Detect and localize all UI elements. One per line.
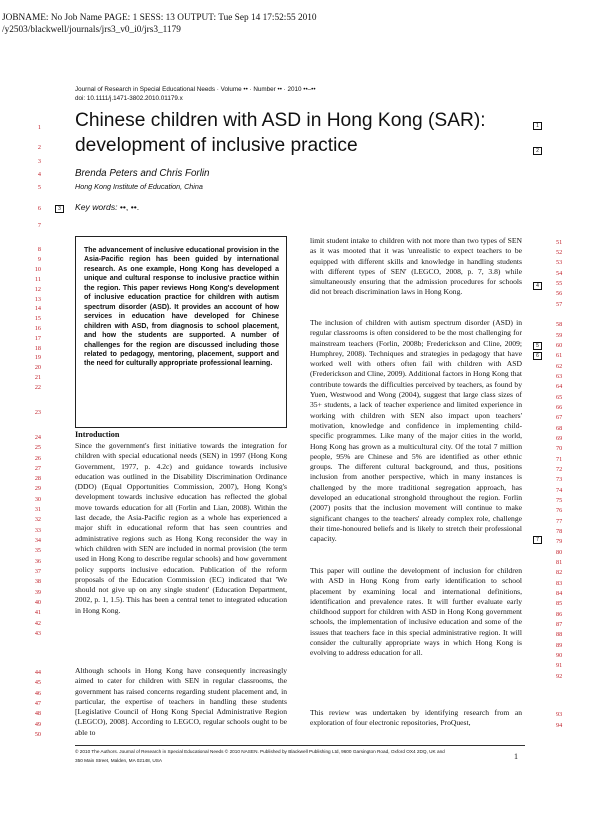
line-number: 53 xyxy=(556,259,563,266)
doi: doi: 10.1111/j.1471-3802.2010.01179.x xyxy=(75,95,183,102)
line-number: 11 xyxy=(35,276,41,283)
line-number: 39 xyxy=(34,589,41,596)
line-number: 12 xyxy=(34,286,41,293)
body-paragraph: limit student intake to children with not more than two types of SEN as it was mooted that it was 'unrealistic to expect teachers to be equipped with different skills and knowledge in handling students with different types of SEN' (LEGCO, 2008, p. 7, 3.8) while simultaneously ensuring that the admission procedures for schools did not breach discrimination laws in Hong Kong. xyxy=(310,236,522,297)
line-number: 83 xyxy=(556,580,563,587)
line-number: 26 xyxy=(34,455,41,462)
line-number: 71 xyxy=(556,456,563,463)
line-number: 7 xyxy=(37,222,41,229)
print-slug-line-2: /y2503/blackwell/journals/jrs3_v0_i0/jrs3_1179 xyxy=(2,25,181,35)
line-number: 5 xyxy=(37,184,41,191)
keywords xyxy=(75,202,139,212)
line-number: 77 xyxy=(556,518,563,525)
line-number: 89 xyxy=(556,642,563,649)
query-marker: 3 xyxy=(55,205,64,213)
line-number: 18 xyxy=(34,345,41,352)
line-number: 44 xyxy=(34,669,41,676)
line-number: 66 xyxy=(556,404,563,411)
line-number: 60 xyxy=(556,342,563,349)
line-number: 1 xyxy=(37,124,41,131)
query-marker: 2 xyxy=(533,147,542,155)
query-marker: 5 xyxy=(533,342,542,350)
line-number: 42 xyxy=(34,620,41,627)
line-number: 80 xyxy=(556,549,563,556)
line-number: 4 xyxy=(37,171,41,178)
line-number: 62 xyxy=(556,363,563,370)
line-number: 32 xyxy=(34,516,41,523)
line-number: 30 xyxy=(34,496,41,503)
article-authors: Brenda Peters and Chris Forlin xyxy=(75,168,210,179)
line-number: 93 xyxy=(556,711,563,718)
line-number: 51 xyxy=(556,239,563,246)
line-number: 82 xyxy=(556,569,563,576)
line-number: 15 xyxy=(34,315,41,322)
copyright-footer xyxy=(75,748,505,765)
line-number: 65 xyxy=(556,394,563,401)
line-number: 50 xyxy=(34,731,41,738)
line-number: 45 xyxy=(34,679,41,686)
line-number: 64 xyxy=(556,383,563,390)
line-number: 19 xyxy=(34,354,41,361)
line-number: 23 xyxy=(34,409,41,416)
line-number: 49 xyxy=(34,721,41,728)
line-number: 8 xyxy=(37,246,41,253)
print-slug-line-1: JOBNAME: No Job Name PAGE: 1 SESS: 13 OUTPUT: Tue Sep 14 17:52:55 2010 xyxy=(2,13,317,23)
line-number: 25 xyxy=(34,444,41,451)
line-number: 27 xyxy=(34,465,41,472)
line-number: 92 xyxy=(556,673,563,680)
line-number: 36 xyxy=(34,558,41,565)
line-number: 35 xyxy=(34,547,41,554)
line-number: 34 xyxy=(34,537,41,544)
line-number: 16 xyxy=(34,325,41,332)
line-number: 52 xyxy=(556,249,563,256)
line-number: 79 xyxy=(556,538,563,545)
line-number: 21 xyxy=(34,374,41,381)
line-number: 55 xyxy=(556,280,563,287)
line-number: 14 xyxy=(34,305,41,312)
line-number: 74 xyxy=(556,487,563,494)
line-number: 78 xyxy=(556,528,563,535)
line-number: 20 xyxy=(34,364,41,371)
abstract-box xyxy=(75,236,287,428)
line-number: 85 xyxy=(556,600,563,607)
line-number: 75 xyxy=(556,497,563,504)
line-number: 81 xyxy=(556,559,563,566)
copyright-line-2: 350 Main Street, Malden, MA 02148, USA xyxy=(75,757,163,763)
abstract-text: The advancement of inclusive educational provision in the Asia-Pacific region has been guided by international research. As one example, Hong Kong has developed a unique and cultural response to inclusive practice within the region. This paper reviews Hong Kong's development of inclusive education practice for children with autism spectrum disorder (ASD). It provides an account of how services in education have developed for Chinese children with ASD, from diagnosis to school placement, and how the students are supported. A number of challenges for the region are discussed including those related to pedagogy, mentoring, placement, support and the need for culturally appropriate professional learning. xyxy=(84,247,279,368)
body-paragraph: Although schools in Hong Kong have consequently increasingly aimed to cater for children with SEN in regular classrooms, the government has raised concerns regarding student placement and, in particular, the expertise of teachers in handling these students [Legislative Council of Hong Kong Special Administrative Region (LEGCO), 2008]. According to LEGCO, regular schools ought to be able to xyxy=(75,666,287,737)
query-marker: 6 xyxy=(533,352,542,360)
line-number: 86 xyxy=(556,611,563,618)
body-paragraph: Since the government's first initiative towards the integration for children with special educational needs (SEN) in 1997 (Hong Kong Government, 1977, p. 4.2c) and guidance towards inclusive education was outlined in the Disability Discrimination Ordinance (DDO) (Equal Opportunities Commission, 2007), Hong Kong's development towards inclusive education has reflected the global move towards education for all (Forlin and Lian, 2008). Within the last decade, the Asia-Pacific region as a whole has experienced a major shift in educational reform that has seen countries and administrative regions such as Hong Kong reconsider the way in which children with SEN are included in normal provision (the term used in Hong Kong to describe regular schools) and how government policy supports inclusive education. Publication of the reform proposals of the Education Commission (EC) indicated that 'We should not give up on any single student' (Education Department, 2002, p. 1, 1.5). This has been a central tenet to integrated education in Hong Kong. xyxy=(75,441,287,615)
line-number: 22 xyxy=(34,384,41,391)
line-number: 33 xyxy=(34,527,41,534)
body-paragraph: This paper will outline the development of inclusion for children with ASD in Hong Kong from early identification to school placement by examining local and international definitions, identification and prevalence rates. It will further evaluate early childhood support for children with ASD in Hong Kong government schools, the implementation of inclusive education and some of the issues that teachers face in this special administrative region. It will consider the culturally appropriate ways in which Hong Kong is evolving to address education for all. xyxy=(310,566,522,658)
line-number: 41 xyxy=(34,609,41,616)
line-number: 56 xyxy=(556,290,563,297)
query-marker: 1 xyxy=(533,122,542,130)
line-number: 57 xyxy=(556,301,563,308)
line-number: 37 xyxy=(34,568,41,575)
line-number: 29 xyxy=(34,485,41,492)
page-number: 1 xyxy=(514,752,518,761)
line-number: 58 xyxy=(556,321,563,328)
line-number: 17 xyxy=(34,335,41,342)
line-number: 91 xyxy=(556,662,563,669)
copyright-line-1: © 2010 The Authors. Journal of Research in Special Educational Needs © 2010 NASEN. Published by Blackwell Publishing Ltd, 9600 Garsington Road, Oxford OX4 2DQ, UK and xyxy=(75,749,445,754)
line-number: 10 xyxy=(34,266,41,273)
line-number: 24 xyxy=(34,434,41,441)
author-institution: Hong Kong Institute of Education, China xyxy=(75,182,203,191)
line-number: 3 xyxy=(37,158,41,165)
line-number: 46 xyxy=(34,690,41,697)
line-number: 38 xyxy=(34,578,41,585)
keywords-label: Key words: xyxy=(75,202,118,212)
line-number: 47 xyxy=(34,700,41,707)
line-number: 87 xyxy=(556,621,563,628)
line-number: 48 xyxy=(34,710,41,717)
body-paragraph: This review was undertaken by identifying research from an exploration of four electronic repositories, ProQuest, xyxy=(310,708,522,728)
line-number: 88 xyxy=(556,631,563,638)
journal-header: Journal of Research in Special Educational Needs · Volume •• · Number •• · 2010 ••–•• xyxy=(75,86,316,93)
footer-rule xyxy=(75,745,525,746)
line-number: 72 xyxy=(556,466,563,473)
line-number: 59 xyxy=(556,332,563,339)
article-title: Chinese children with ASD in Hong Kong (SAR): development of inclusive practice xyxy=(75,110,486,156)
line-number: 31 xyxy=(34,506,41,513)
line-number: 94 xyxy=(556,722,563,729)
section-heading-introduction: Introduction xyxy=(75,430,120,439)
line-number: 73 xyxy=(556,476,563,483)
line-number: 69 xyxy=(556,435,563,442)
keywords-value: ••, ••. xyxy=(119,202,140,212)
line-number: 63 xyxy=(556,373,563,380)
line-number: 76 xyxy=(556,507,563,514)
line-number: 70 xyxy=(556,445,563,452)
line-number: 28 xyxy=(34,475,41,482)
line-number: 6 xyxy=(37,205,41,212)
line-number: 84 xyxy=(556,590,563,597)
line-number: 61 xyxy=(556,352,563,359)
query-marker: 4 xyxy=(533,282,542,290)
line-number: 43 xyxy=(34,630,41,637)
line-number: 68 xyxy=(556,425,563,432)
body-paragraph: The inclusion of children with autism spectrum disorder (ASD) in regular classrooms is often considered to be the most challenging for mainstream teachers (Forlin, 2008b; Frederickson and Cline, 2009; Humphrey, 2008). Techniques and strategies in pedagogy that have worked well with others often fail with children with ASD (Frederickson and Cline, 2009). Additional factors in Hong Kong that contribute towards the difficulties perceived by teachers, as found by Yuen, Westwood and Wong (2004), suggest that large class sizes of 35+ students, a lack of teacher experience and limited experience in working with children with SEN also impact upon teachers' motivation, knowledge and confidence in implementing child-specific programmes. Like many of the major cities in the world, Hong Kong has grown as a multicultural city. Of the total 7 million people, 95% are Chinese and 5% are identified as other ethnic groups. The different cultural background, and thus, positions inclusion from another perspective, which in many instances is challenged by the more traditional segregation approach, has developed an educational stronghold throughout the region. Forlin (2007) posits that the inclusion movement will continue to make significant changes to the teachers' already complex role, challenge their time-honoured beliefs and is likely to stretch their professional capacity. xyxy=(310,318,522,544)
line-number: 9 xyxy=(37,256,41,263)
query-marker: 7 xyxy=(533,536,542,544)
line-number: 67 xyxy=(556,414,563,421)
line-number: 2 xyxy=(37,144,41,151)
line-number: 54 xyxy=(556,270,563,277)
line-number: 90 xyxy=(556,652,563,659)
line-number: 40 xyxy=(34,599,41,606)
line-number: 13 xyxy=(34,296,41,303)
